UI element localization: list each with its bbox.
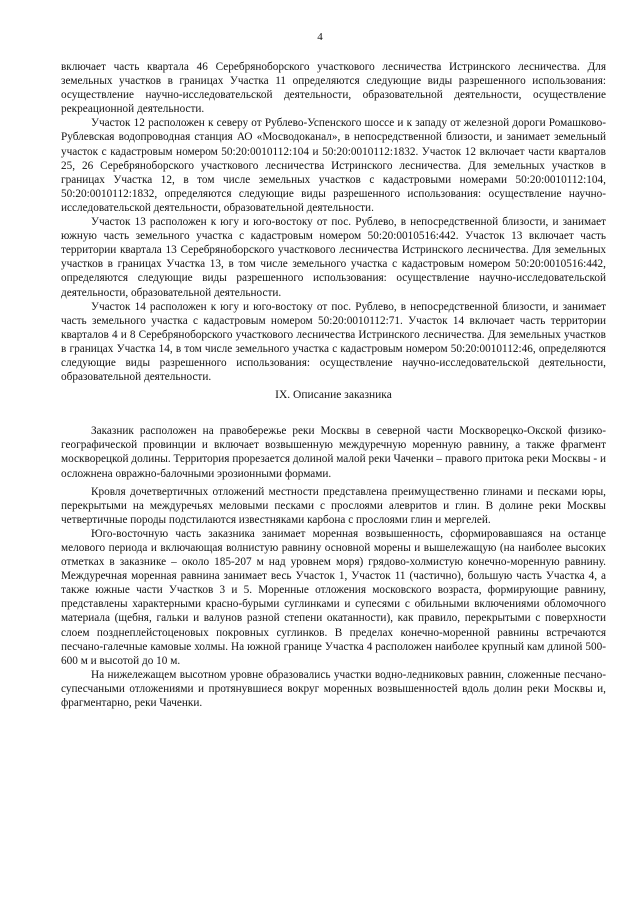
paragraph-plot-12: Участок 12 расположен к северу от Рублево-Успенского шоссе и к западу от железной дороги Ромашково-Рублевская водопроводная станция АО «Мосводоканал», в непосредственной близости, и занимает земельный участок с кадастровым номером 50:20:0010112:104 и 50:20:0010112:1832. Участок 12 включает части кварталов 25, 26 Серебряноборского участкового лесничества Истринского лесничества. Для земельных участков в границах Участка 12, в том числе земельных участков с кадастровыми номерами 50:20:0010112:104, 50:20:0010112:1832, определяются следующие виды разрешенного использования: осуществление научно-исследовательской деятельности, образовательной деятельности.: [61, 117, 606, 214]
paragraph-plot-14: Участок 14 расположен к югу и юго-востоку от пос. Рублево, в непосредственной близости, и занимает часть земельного участка с кадастровым номером 50:20:0010112:71. Участок 14 включает часть территории кварталов 4 и 8 Серебряноборского участкового лесничества Истринского лесничества. Для земельных участков в границах Участка 14, в том числе земельного участка с кадастровым номером 50:20:0010112:46, определяются следующие виды разрешенного использования: осуществление научно-исследовательской деятельности, образовательной деятельности.: [61, 300, 606, 384]
paragraph-outwash-plains: На нижележащем высотном уровне образовались участки водно-ледниковых равнин, сложенные песчано-супесчаными отложениями и протянувшиеся вокруг моренных возвышенностей вдоль долин реки Москвы и, фрагментарно, реки Чаченки.: [61, 668, 606, 710]
section-heading: IX. Описание заказника: [275, 389, 392, 402]
paragraph-plot-11-continued: включает часть квартала 46 Серебряноборского участкового лесничества Истринского лесничества. Для земельных участков в границах Участка 11 определяются следующие виды разрешенного использования: осуществление научно-исследовательской деятельности, образовательной деятельности, осуществление рекреационной деятельности.: [61, 61, 606, 116]
document-body: [61, 60, 606, 710]
paragraph-moraine-upland: Юго-восточную часть заказника занимает моренная возвышенность, сформировавшаяся на останце мелового периода и включающая волнистую равнину основной морены и вышележащую (на наиболее высоких отметках в заказнике – около 185-207 м над уровнем моря) грядово-холмистую конечно-моренную равнину. Междуречная моренная равнина занимает весь Участок 1, Участок 11 (частично), большую часть Участка 4, а также южные части Участков 3 и 5. Моренные отложения московского возраста, формирующие равнину, представлены характерными красно-бурыми суглинками и супесями с обильными включениями обломочного материала (щебня, гальки и валунов разной степени окатанности), как правило, перекрытыми с поверхности слоем позднеплейстоценовых покровных суглинков. В пределах конечно-моренной равнины встречаются песчано-галечные камовые холмы. На южной границе Участка 4 расположен наиболее крупный кам длиной 500-600 м и высотой до 10 м.: [61, 527, 606, 667]
paragraph-geology: Кровля дочетвертичных отложений местности представлена преимущественно глинами и песками юры, перекрытыми на междуречьях меловыми песками с прослоями алевритов и глин. В долине реки Москвы четвертичные породы подстилаются известняками карбона с прослоями глин и мергелей.: [61, 485, 606, 526]
paragraph-plot-13: Участок 13 расположен к югу и юго-востоку от пос. Рублево, в непосредственной близости, и занимает южную часть земельного участка с кадастровым номером 50:20:0010516:442. Участок 13 включает часть территории квартала 13 Серебряноборского участкового лесничества Истринского лесничества. Для земельных участков в границах Участка 13, в том числе земельного участка с кадастровым номером 50:20:0010516:442, определяются следующие виды разрешенного использования: осуществление научно-исследовательской деятельности, образовательной деятельности.: [61, 216, 606, 299]
paragraph-reserve-location: Заказник расположен на правобережье реки Москвы в северной части Москворецко-Окской физико-географической провинции и включает возвышенную междуречную моренную равнину, а также фрагмент москворецкой долины. Территория прорезается долиной малой реки Чаченки – правого притока реки Москвы - и осложнена овражно-балочными эрозионными формами.: [61, 425, 606, 480]
page-number: 4: [317, 31, 323, 43]
